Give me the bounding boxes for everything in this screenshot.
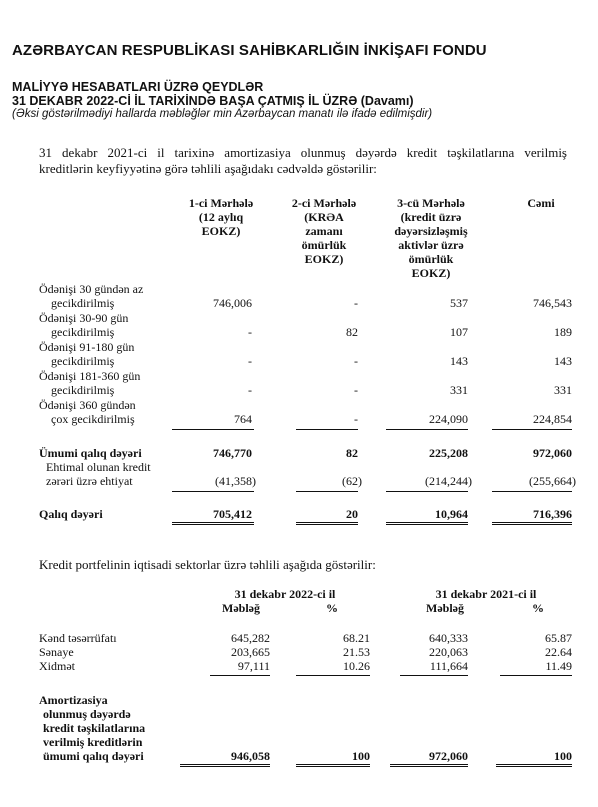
table-cell: 100 xyxy=(554,749,572,763)
table-cell: 331 xyxy=(450,383,468,397)
table-cell: 331 xyxy=(554,383,572,397)
column-rule xyxy=(296,675,370,676)
sector-label: Kənd təsərrüfatı xyxy=(39,631,117,645)
table-cell: 21.53 xyxy=(343,645,370,659)
table-cell: 20 xyxy=(346,507,358,521)
row-label-line: Ödənişi 360 gündən xyxy=(39,398,136,412)
table-cell: - xyxy=(354,383,358,397)
column-rule xyxy=(210,675,270,676)
notes-title: MALİYYƏ HESABATLARI ÜZRƏ QEYDLƏR xyxy=(12,80,264,94)
table-row-label xyxy=(39,398,136,426)
table-cell: 537 xyxy=(450,296,468,310)
col-header-stage2-line: (KRƏA xyxy=(304,210,344,224)
table-cell: 764 xyxy=(234,412,252,426)
col-header-stage3-line: ömürlük xyxy=(408,252,454,266)
table-cell: 100 xyxy=(352,749,370,763)
table-cell: (255,664) xyxy=(529,474,576,488)
gross-label: Ümumi qalıq dəyəri xyxy=(39,446,142,460)
table-cell: - xyxy=(248,325,252,339)
row-label-line: gecikdirilmiş xyxy=(51,325,115,339)
row-label-line: gecikdirilmiş xyxy=(51,296,115,310)
column-rule xyxy=(492,429,572,430)
column-rule xyxy=(492,491,572,492)
table-cell: 82 xyxy=(346,325,358,339)
table-cell: (62) xyxy=(342,474,362,488)
col-header-stage2-line: ömürlük xyxy=(301,238,347,252)
row-label-line: olunmuş dəyərdə xyxy=(43,707,131,721)
period-title: 31 DEKABR 2022-Cİ İL TARİXİNDƏ BAŞA ÇATMIŞ İL ÜZRƏ (Davamı) xyxy=(12,94,414,108)
col-header-stage1 xyxy=(168,196,274,238)
period-header-2022: 31 dekabr 2022-ci il xyxy=(234,587,336,601)
table-cell: - xyxy=(248,354,252,368)
column-rule xyxy=(386,491,468,492)
row-label-line: gecikdirilmiş xyxy=(51,383,115,397)
col-header-stage3 xyxy=(376,196,486,280)
column-rule xyxy=(296,491,358,492)
period-header-2021: 31 dekabr 2021-ci il xyxy=(435,587,537,601)
allowance-label xyxy=(46,460,151,488)
column-rule xyxy=(296,429,358,430)
row-label-line: verilmiş kreditlərin xyxy=(43,735,143,749)
double-rule xyxy=(390,764,468,767)
column-rule xyxy=(172,429,254,430)
row-label-line: Ödənişi 30 gündən az xyxy=(39,282,144,296)
table-cell: 746,543 xyxy=(533,296,572,310)
double-rule xyxy=(496,764,572,767)
table-cell: 97,111 xyxy=(237,659,270,673)
table-cell: 224,854 xyxy=(533,412,572,426)
table-cell: 225,208 xyxy=(429,446,468,460)
table-cell: (41,358) xyxy=(215,474,256,488)
column-rule xyxy=(172,491,254,492)
table-row-label xyxy=(39,311,128,339)
table-cell: 746,770 xyxy=(213,446,252,460)
column-rule xyxy=(400,675,468,676)
table-cell: 82 xyxy=(346,446,358,460)
row-label-line: ümumi qalıq dəyəri xyxy=(43,749,144,763)
currency-note: (Əksi göstərilmədiyi hallarda məbləğlər min Azərbaycan manatı ilə ifadə edilmişdir) xyxy=(12,108,433,120)
col-header-stage2-line: 2-ci Mərhələ xyxy=(291,196,357,210)
table-cell: 203,665 xyxy=(231,645,270,659)
total-label xyxy=(39,693,145,763)
table-cell: - xyxy=(354,296,358,310)
table-cell: 143 xyxy=(554,354,572,368)
table-cell: 107 xyxy=(450,325,468,339)
table-cell: 10.26 xyxy=(343,659,370,673)
row-label-line: zərəri üzrə ehtiyat xyxy=(46,474,133,488)
table-cell: 972,060 xyxy=(533,446,572,460)
sub-header-pct: % xyxy=(532,601,544,615)
table-cell: 645,282 xyxy=(231,631,270,645)
row-label-line: Amortizasiya xyxy=(39,693,108,707)
sector-label: Xidmət xyxy=(39,659,75,673)
table-cell: - xyxy=(354,354,358,368)
intro-line-2: kreditlərin keyfiyyətinə görə təhlili aşağıdakı cədvəldə göstərilir: xyxy=(39,160,377,176)
double-rule xyxy=(492,522,572,525)
column-rule xyxy=(500,675,572,676)
intro-line-1: 31 dekabr 2021-ci il tarixinə amortizasiya olunmuş dəyərdə kredit təşkilatlarına verilmiş xyxy=(39,145,567,160)
table-cell: 65.87 xyxy=(545,631,572,645)
sub-header-amount: Məbləğ xyxy=(222,601,260,615)
row-label-line: kredit təşkilatlarına xyxy=(43,721,146,735)
double-rule xyxy=(386,522,468,525)
col-header-stage3-line: dəyərsizləşmiş xyxy=(394,224,468,238)
col-header-stage2 xyxy=(276,196,372,266)
col-header-stage3-line: (kredit üzrə xyxy=(400,210,462,224)
table-cell: 68.21 xyxy=(343,631,370,645)
table-cell: 22.64 xyxy=(545,645,572,659)
col-header-stage2-line: zamanı xyxy=(305,224,343,238)
col-header-stage1-line: 1-ci Mərhələ xyxy=(188,196,254,210)
col-header-total-line: Cəmi xyxy=(527,196,555,210)
table-cell: 946,058 xyxy=(231,749,270,763)
col-header-stage2-line: EOKZ) xyxy=(304,252,344,266)
table-cell: 746,006 xyxy=(213,296,252,310)
row-label-line: Ödənişi 30-90 gün xyxy=(39,311,129,325)
table-cell: 143 xyxy=(450,354,468,368)
table-cell: 705,412 xyxy=(213,507,252,521)
row-label-line: gecikdirilmiş xyxy=(51,354,115,368)
table-cell: 972,060 xyxy=(429,749,468,763)
table-cell: - xyxy=(354,412,358,426)
double-rule xyxy=(180,764,270,767)
col-header-stage3-line: 3-cü Mərhələ xyxy=(397,196,465,210)
table-row-label xyxy=(39,282,143,310)
table-cell: (214,244) xyxy=(425,474,472,488)
column-rule xyxy=(386,429,468,430)
col-header-total xyxy=(496,196,586,210)
table-cell: 220,063 xyxy=(429,645,468,659)
table-row-label xyxy=(39,369,140,397)
sector-label: Sənaye xyxy=(39,645,74,659)
table-cell: - xyxy=(248,383,252,397)
double-rule xyxy=(296,522,358,525)
table-cell: 111,664 xyxy=(429,659,468,673)
double-rule xyxy=(172,522,254,525)
double-rule xyxy=(296,764,370,767)
row-label-line: Ödənişi 91-180 gün xyxy=(39,340,135,354)
col-header-stage1-line: EOKZ) xyxy=(201,224,241,238)
table-cell: 224,090 xyxy=(429,412,468,426)
table-cell: 189 xyxy=(554,325,572,339)
col-header-stage3-line: aktivlər üzrə xyxy=(398,238,464,252)
table-cell: 11.49 xyxy=(545,659,572,673)
table-cell: 10,964 xyxy=(435,507,468,521)
sub-header-pct: % xyxy=(326,601,338,615)
table-cell: 640,333 xyxy=(429,631,468,645)
table-cell: 716,396 xyxy=(533,507,572,521)
organization-title: AZƏRBAYCAN RESPUBLİKASI SAHİBKARLIĞIN İNKİŞAFI FONDU xyxy=(12,42,487,59)
col-header-stage1-line: (12 aylıq xyxy=(198,210,244,224)
sub-header-amount: Məbləğ xyxy=(426,601,464,615)
section2-intro: Kredit portfelinin iqtisadi sektorlar üzrə təhlili aşağıda göstərilir: xyxy=(39,557,376,572)
row-label-line: Ödənişi 181-360 gün xyxy=(39,369,141,383)
section1-intro xyxy=(39,145,567,176)
table-row-label xyxy=(39,340,134,368)
row-label-line: çox gecikdirilmiş xyxy=(51,412,135,426)
col-header-stage3-line: EOKZ) xyxy=(411,266,451,280)
row-label-line: Ehtimal olunan kredit xyxy=(46,460,151,474)
net-label: Qalıq dəyəri xyxy=(39,507,103,521)
